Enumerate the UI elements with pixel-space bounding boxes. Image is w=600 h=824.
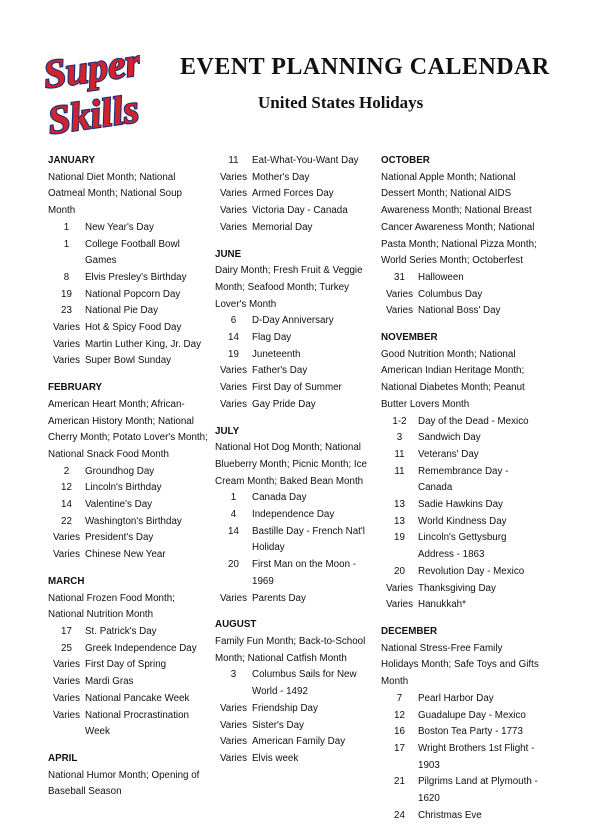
event-row <box>48 270 208 287</box>
event-row <box>215 524 373 557</box>
event-date: Varies <box>52 532 81 544</box>
event-name: First Man on the Moon - 1969 <box>252 559 356 587</box>
event-date: 14 <box>228 525 239 537</box>
event-row <box>48 708 208 741</box>
event-date: Varies <box>385 582 414 594</box>
event-date: Varies <box>219 592 248 604</box>
event-date: 4 <box>230 509 237 521</box>
event-name: Hot & Spicy Food Day <box>85 322 182 334</box>
event-date: Varies <box>219 719 248 731</box>
event-name: Lincoln's Birthday <box>85 482 162 494</box>
event-name: Columbus Day <box>418 288 483 300</box>
event-name: Lincoln's Gettysburg Address - 1863 <box>418 532 507 561</box>
event-row <box>48 287 208 304</box>
event-name: Sandwich Day <box>418 432 481 444</box>
event-name: Day of the Dead - Mexico <box>418 415 529 427</box>
page-title: EVENT PLANNING CALENDAR <box>180 54 550 80</box>
event-row <box>215 507 373 524</box>
event-name: Hanukkah* <box>418 599 466 611</box>
event-row <box>48 220 208 237</box>
event-row <box>48 337 208 354</box>
event-name: National Pancake Week <box>85 692 190 704</box>
event-row <box>215 591 373 608</box>
event-row <box>48 624 208 641</box>
event-row <box>381 741 541 774</box>
event-row <box>48 353 208 370</box>
event-date: 20 <box>228 559 239 571</box>
event-row <box>215 701 373 718</box>
event-name: Pilgrims Land at Plymouth - 1620 <box>418 776 538 805</box>
event-date: 6 <box>230 315 237 327</box>
event-row <box>381 581 541 598</box>
event-row <box>215 170 373 187</box>
event-row <box>48 464 208 481</box>
event-name: Remembrance Day - Canada <box>418 465 509 494</box>
event-date: 19 <box>394 532 405 544</box>
event-date: Varies <box>52 692 81 704</box>
event-name: Father's Day <box>252 365 308 377</box>
event-date: 17 <box>394 742 405 754</box>
month-heading: JULY <box>215 425 240 437</box>
month-observances: National Hot Dog Month; National Blueberry Month; Picnic Month; Ice Cream Month; Baked Bean Month <box>215 442 367 487</box>
event-row <box>215 186 373 203</box>
event-date: 11 <box>394 448 405 460</box>
event-name: Gay Pride Day <box>252 398 316 410</box>
event-date: 22 <box>61 515 72 527</box>
event-name: Christmas Eve <box>418 809 482 821</box>
event-date: Varies <box>52 338 81 350</box>
event-name: Elvis Presley's Birthday <box>85 271 187 283</box>
event-row <box>215 751 373 768</box>
event-row <box>48 641 208 658</box>
month-heading: DECEMBER <box>381 625 438 637</box>
event-name: American Family Day <box>252 736 346 748</box>
month-observances: National Diet Month; National Oatmeal Month; National Soup Month <box>48 171 182 217</box>
event-name: National Popcorn Day <box>85 288 181 300</box>
event-date: Varies <box>52 659 81 671</box>
event-name: Boston Tea Party - 1773 <box>418 726 523 738</box>
month-observances: National Apple Month; National Dessert Month; National AIDS Awareness Month; National Breast Cancer Awareness Month; National Pasta Month; National Pizza Month; World Series Month; Octoberfest <box>381 171 537 267</box>
event-row <box>215 220 373 237</box>
event-date: 19 <box>61 288 72 300</box>
event-row <box>48 320 208 337</box>
event-name: Friendship Day <box>252 702 318 714</box>
event-date: 7 <box>396 692 403 704</box>
event-date: Varies <box>52 322 81 334</box>
event-date: 24 <box>394 809 405 821</box>
event-date: Varies <box>385 305 414 317</box>
event-name: Mardi Gras <box>85 676 134 688</box>
event-row <box>381 597 541 614</box>
event-name: New Year's Day <box>85 221 154 233</box>
event-row <box>381 724 541 741</box>
event-row <box>48 514 208 531</box>
event-date: Varies <box>385 288 414 300</box>
event-date: 12 <box>61 482 72 494</box>
event-date: Varies <box>219 171 248 183</box>
event-date: 1 <box>63 221 70 233</box>
event-date: 20 <box>394 565 405 577</box>
month-observances: National Humor Month; Opening of Baseball Season <box>48 769 200 798</box>
event-name: President's Day <box>85 532 154 544</box>
event-row <box>381 808 541 824</box>
month-observances: Family Fun Month; Back-to-School Month; National Catfish Month <box>215 635 366 664</box>
event-row <box>48 237 208 270</box>
event-date: Varies <box>219 382 248 394</box>
month-heading: JANUARY <box>48 155 95 166</box>
event-row <box>381 303 541 320</box>
event-date: Varies <box>52 355 81 367</box>
event-row <box>381 514 541 531</box>
event-date: Varies <box>52 676 81 688</box>
event-name: World Kindness Day <box>418 515 507 527</box>
event-name: Canada Day <box>252 492 307 504</box>
event-date: 13 <box>394 499 405 511</box>
event-date: 2 <box>63 465 70 477</box>
calendar-column-1 <box>48 153 208 801</box>
event-date: 16 <box>394 726 405 738</box>
event-row <box>215 330 373 347</box>
event-name: Sadie Hawkins Day <box>418 499 503 511</box>
month-heading: OCTOBER <box>381 155 430 166</box>
event-name: College Football Bowl Games <box>85 238 180 267</box>
event-date: 14 <box>228 332 239 344</box>
month-heading: APRIL <box>48 752 78 764</box>
event-name: First Day of Spring <box>85 659 167 671</box>
event-row <box>215 718 373 735</box>
event-row <box>215 397 373 414</box>
event-date: 25 <box>61 642 72 654</box>
event-date: Varies <box>52 549 81 561</box>
event-date: Varies <box>219 205 248 217</box>
month-observances: National Frozen Food Month; National Nutrition Month <box>48 592 175 621</box>
super-skills-logo <box>40 36 140 140</box>
event-row <box>48 691 208 708</box>
event-row <box>215 313 373 330</box>
event-row <box>381 708 541 725</box>
event-date: 11 <box>394 465 405 477</box>
event-name: Chinese New Year <box>85 549 166 561</box>
event-name: Thanksgiving Day <box>418 582 496 594</box>
event-date: Varies <box>385 599 414 611</box>
event-name: D-Day Anniversary <box>252 315 334 327</box>
event-row <box>215 347 373 364</box>
event-row <box>215 557 373 590</box>
event-date: 17 <box>61 625 72 637</box>
event-row <box>215 363 373 380</box>
event-date: 1 <box>230 492 237 504</box>
event-name: Columbus Sails for New World - 1492 <box>252 669 357 698</box>
event-row <box>48 547 208 564</box>
calendar-column-3 <box>381 153 541 824</box>
event-row <box>381 430 541 447</box>
event-date: 14 <box>61 499 72 511</box>
event-row <box>381 414 541 431</box>
event-row <box>215 380 373 397</box>
event-date: 3 <box>396 432 403 444</box>
event-date: 3 <box>230 669 237 681</box>
event-date: 31 <box>394 271 405 283</box>
event-row <box>381 691 541 708</box>
event-name: Super Bowl Sunday <box>85 355 172 367</box>
month-heading: MARCH <box>48 575 85 587</box>
event-name: Pearl Harbor Day <box>418 692 494 704</box>
event-row <box>381 270 541 287</box>
event-row <box>381 497 541 514</box>
calendar-column-2 <box>215 153 373 768</box>
event-name: Sister's Day <box>252 719 304 731</box>
event-date: 19 <box>228 348 239 360</box>
event-row <box>48 674 208 691</box>
event-row <box>48 497 208 514</box>
month-heading: FEBRUARY <box>48 382 103 394</box>
event-name: Independence Day <box>252 509 335 521</box>
event-date: Varies <box>219 398 248 410</box>
event-date: Varies <box>219 365 248 377</box>
event-date: 1-2 <box>392 415 407 427</box>
event-name: National Procrastination Week <box>85 709 190 738</box>
event-name: Valentine's Day <box>85 499 153 511</box>
event-name: Eat-What-You-Want Day <box>252 155 359 166</box>
event-name: Guadalupe Day - Mexico <box>418 709 526 721</box>
event-date: 13 <box>394 515 405 527</box>
event-name: Mother's Day <box>252 171 310 183</box>
event-name: Victoria Day - Canada <box>252 205 348 217</box>
event-name: Revolution Day - Mexico <box>418 565 525 577</box>
event-row <box>381 530 541 563</box>
event-date: Varies <box>219 736 248 748</box>
event-date: 23 <box>61 305 72 317</box>
event-row <box>215 490 373 507</box>
event-date: 11 <box>228 155 239 166</box>
event-name: Bastille Day - French Nat'l Holiday <box>252 525 365 554</box>
event-row <box>215 203 373 220</box>
logo-word-super: Super <box>40 38 140 98</box>
event-row <box>381 464 541 497</box>
event-row <box>48 480 208 497</box>
month-observances: American Heart Month; African-American History Month; National Cherry Month; Potato Lover's Month; National Snack Food Month <box>48 398 208 460</box>
event-row <box>381 287 541 304</box>
event-name: Groundhog Day <box>85 465 155 477</box>
event-date: Varies <box>219 188 248 200</box>
event-name: First Day of Summer <box>252 382 342 394</box>
month-heading: NOVEMBER <box>381 332 438 344</box>
event-date: Varies <box>219 221 248 233</box>
event-name: Elvis week <box>252 752 299 764</box>
month-heading: AUGUST <box>215 619 257 631</box>
event-name: Washington's Birthday <box>85 515 182 527</box>
event-row <box>381 564 541 581</box>
event-date: Varies <box>219 702 248 714</box>
event-row <box>215 667 373 700</box>
event-name: National Pie Day <box>85 305 158 317</box>
event-row <box>48 530 208 547</box>
month-observances: Dairy Month; Fresh Fruit & Veggie Month; Seafood Month; Turkey Lover's Month <box>215 265 363 310</box>
month-observances: National Stress-Free Family Holidays Month; Safe Toys and Gifts Month <box>381 642 539 688</box>
event-name: Armed Forces Day <box>252 188 334 200</box>
event-date: 1 <box>63 238 70 250</box>
event-row <box>381 447 541 464</box>
event-name: Juneteenth <box>252 348 301 360</box>
event-name: Memorial Day <box>252 221 313 233</box>
page-subtitle: United States Holidays <box>258 93 424 112</box>
event-name: St. Patrick's Day <box>85 625 157 637</box>
event-row <box>381 774 541 807</box>
event-date: 8 <box>63 271 70 283</box>
event-name: Parents Day <box>252 592 306 604</box>
month-heading: JUNE <box>215 248 242 260</box>
event-name: Greek Independence Day <box>85 642 197 654</box>
event-name: Martin Luther King, Jr. Day <box>85 338 201 350</box>
event-date: 21 <box>394 776 405 788</box>
event-date: 12 <box>394 709 405 721</box>
month-observances: Good Nutrition Month; National American Indian Heritage Month; National Diabetes Month; Peanut Butter Lovers Month <box>381 348 525 410</box>
event-name: Veterans' Day <box>418 448 479 460</box>
event-name: Halloween <box>418 271 464 283</box>
event-row <box>215 153 373 170</box>
event-date: Varies <box>52 709 81 721</box>
event-row <box>48 303 208 320</box>
event-date: Varies <box>219 752 248 764</box>
event-name: National Boss' Day <box>418 305 501 317</box>
event-name: Wright Brothers 1st Flight - 1903 <box>418 742 535 771</box>
event-row <box>215 734 373 751</box>
event-name: Flag Day <box>252 332 292 344</box>
logo-word-skills: Skills <box>45 85 140 140</box>
event-row <box>48 657 208 674</box>
